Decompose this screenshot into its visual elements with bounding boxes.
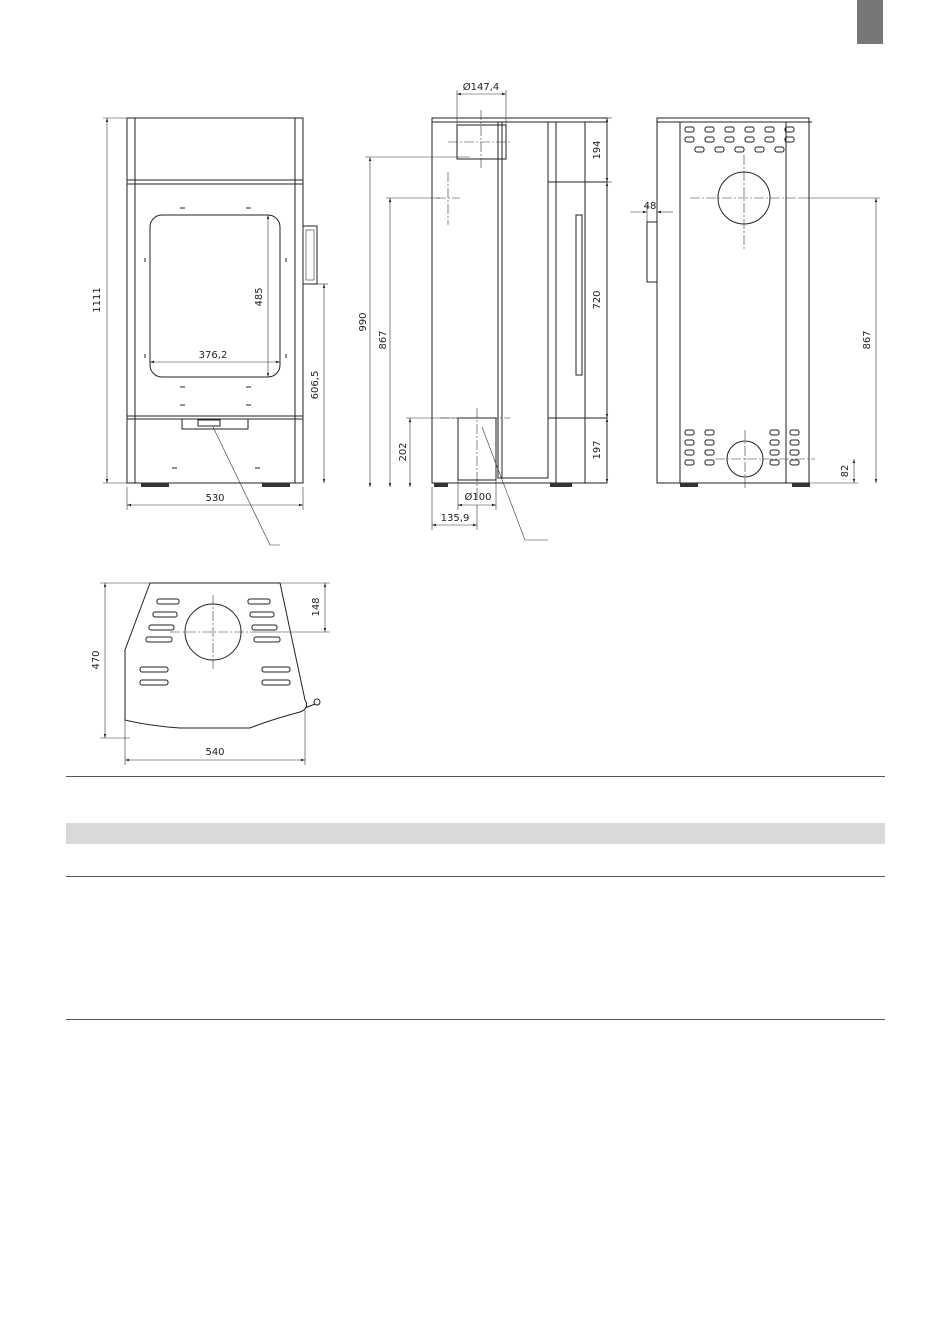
divider-rule — [66, 1019, 885, 1020]
dim-flue-offset: 148 — [311, 597, 322, 617]
front-view — [92, 118, 328, 545]
dim-width-front: 530 — [205, 493, 225, 504]
rear-view — [630, 118, 880, 490]
dim-depth: 470 — [91, 650, 102, 670]
divider-rule — [66, 776, 885, 777]
rear-vent-slots-top — [685, 127, 794, 152]
dim-air-inlet-offset: 135,9 — [440, 513, 470, 524]
table-header-band — [66, 823, 885, 844]
top-view — [91, 583, 330, 765]
dim-handle-height: 606,5 — [310, 370, 321, 400]
divider-rule — [66, 876, 885, 877]
dim-door-height: 485 — [254, 287, 265, 307]
dim-top-offset: 194 — [592, 140, 603, 160]
dim-width-top: 540 — [205, 747, 225, 758]
dim-height-867-rear: 867 — [862, 330, 873, 350]
dim-height-990: 990 — [358, 312, 369, 332]
dim-rear-offset: 48 — [643, 201, 657, 212]
dim-height-total: 1111 — [92, 287, 103, 313]
dim-door-width: 376,2 — [198, 350, 228, 361]
dim-rear-air-inlet-height: 82 — [840, 464, 851, 478]
dim-air-inlet-height: 202 — [398, 442, 409, 462]
side-view — [358, 81, 612, 540]
dim-air-inlet-diameter: Ø100 — [464, 492, 492, 503]
dim-body-height: 720 — [592, 290, 603, 310]
dim-base-height: 197 — [592, 440, 603, 460]
dim-flue-diameter: Ø147,4 — [462, 82, 500, 93]
dim-height-867-side: 867 — [378, 330, 389, 350]
